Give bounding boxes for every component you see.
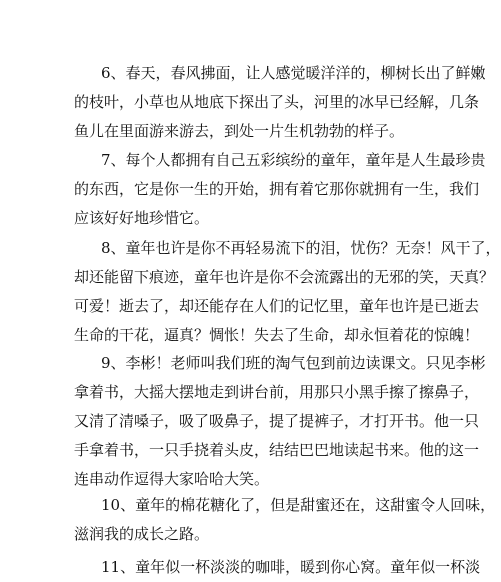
paragraph-11: [74, 553, 481, 582]
paragraph-9: [74, 349, 486, 494]
paragraph-line: 8、童年也许是你不再轻易流下的泪，忧伤？无奈！风干了，: [101, 239, 501, 257]
paragraph-line: 连串动作逗得大家哈哈大笑。: [74, 470, 270, 488]
paragraph-line: 的东西，它是你一生的开始，拥有着它那你就拥有一生，我们: [74, 180, 480, 198]
paragraph-line: 10、童年的棉花糖化了，但是甜蜜还在，这甜蜜令人回味，: [101, 496, 496, 514]
paragraph-8: [74, 234, 501, 350]
paragraph-line: 9、李彬！老师叫我们班的淘气包到前边读课文。只见李彬: [101, 354, 486, 372]
paragraph-line: 的枝叶，小草也从地底下探出了头，河里的冰早已经解，几条: [74, 93, 480, 111]
paragraph-line: 鱼儿在里面游来游去，到处一片生机勃勃的样子。: [74, 122, 405, 140]
paragraph-7: [74, 146, 486, 233]
paragraph-line: 应该好好地珍惜它。: [74, 209, 210, 227]
paragraph-10: [74, 491, 496, 549]
paragraph-line: 11、童年似一杯淡淡的咖啡，暖到你心窝。童年似一杯淡: [101, 558, 481, 576]
paragraph-line: 7、每个人都拥有自己五彩缤纷的童年，童年是人生最珍贵: [101, 151, 486, 169]
paragraph-line: 6、春天，春风拂面，让人感觉暖洋洋的，柳树长出了鲜嫩: [101, 64, 486, 82]
paragraph-line: 手拿着书，一只手挠着头皮，结结巴巴地读起书来。他的这一: [74, 441, 480, 459]
paragraph-line: 生命的干花，逼真？惆怅！失去了生命，却永恒着花的惊魄！: [74, 326, 480, 344]
paragraph-line: 又清了清嗓子，吸了吸鼻子，提了提裤子，才打开书。他一只: [74, 412, 480, 430]
paragraph-line: 却还能留下痕迹，童年也许是你不会流露出的无邪的笑，天真？: [74, 268, 495, 286]
paragraph-line: 拿着书，大摇大摆地走到讲台前，用那只小黑手擦了擦鼻子，: [74, 383, 480, 401]
paragraph-line: 滋润我的成长之路。: [74, 525, 210, 543]
paragraph-6: [74, 59, 486, 146]
paragraph-line: 可爱！逝去了，却还能存在人们的记忆里，童年也许是已逝去: [74, 297, 480, 315]
